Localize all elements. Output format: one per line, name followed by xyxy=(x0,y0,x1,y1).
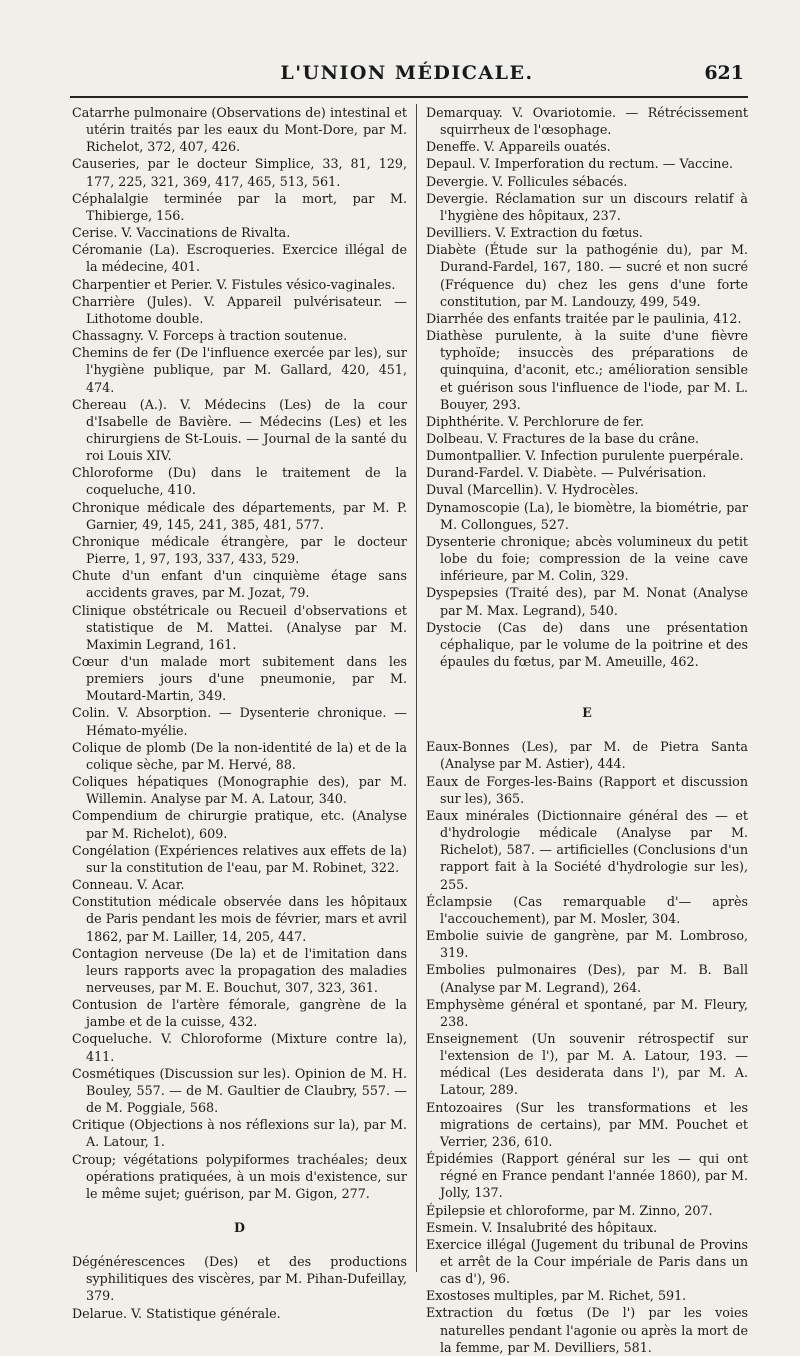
index-entry: Dynamoscopie (La), le biomètre, la biométrie, par M. Collongues, 527. xyxy=(426,499,748,532)
index-entry: Éclampsie (Cas remarquable d'— après l'accouchement), par M. Mosler, 304. xyxy=(426,893,748,926)
index-entry: Colique de plomb (De la non-identité de la) et de la colique sèche, par M. Hervé, 88. xyxy=(72,739,407,772)
entries-d-left xyxy=(72,1253,407,1322)
index-entry: Devergie. Réclamation sur un discours relatif à l'hygiène des hôpitaux, 237. xyxy=(426,190,748,223)
index-entry: Chereau (A.). V. Médecins (Les) de la cour d'Isabelle de Bavière. — Médecins (Les) et les chirurgiens de St-Louis. — Journal de la santé du roi Louis XIV. xyxy=(72,396,407,464)
page-number: 621 xyxy=(704,62,744,84)
index-entry: Catarrhe pulmonaire (Observations de) intestinal et utérin traités par les eaux du Mont-Dore, par M. Richelot, 372, 407, 426. xyxy=(72,105,407,155)
index-entry: Exercice illégal (Jugement du tribunal de Provins et arrêt de la Cour impériale de Paris dans un cas d'), 96. xyxy=(426,1236,748,1287)
index-entry: Dysenterie chronique; abcès volumineux du petit lobe du foie; compression de la veine cave inférieure, par M. Colin, 329. xyxy=(426,533,748,584)
index-entry: Épidémies (Rapport général sur les — qui ont régné en France pendant l'année 1860), par M. Jolly, 137. xyxy=(426,1151,748,1201)
index-entry: Chloroforme (Du) dans le traitement de la coqueluche, 410. xyxy=(72,465,407,498)
entries-d-right xyxy=(426,104,748,670)
index-entry: Emphysème général et spontané, par M. Fleury, 238. xyxy=(426,996,748,1029)
index-entry: Exostoses multiples, par M. Richet, 591. xyxy=(426,1288,687,1304)
index-entry: Durand-Fardel. V. Diabète. — Pulvérisation. xyxy=(426,465,707,481)
index-entry: Congélation (Expériences relatives aux effets de la) sur la constitution de l'eau, par M. Robinet, 322. xyxy=(72,842,407,875)
index-entry: Colin. V. Absorption. — Dysenterie chronique. — Hémato-myélie. xyxy=(72,705,407,738)
index-entry: Conneau. V. Acar. xyxy=(72,877,185,893)
section-letter-e: E xyxy=(582,705,592,721)
page-title: L'UNION MÉDICALE. xyxy=(280,62,534,84)
section-letter-d: D xyxy=(233,1220,245,1235)
index-entry: Contusion de l'artère fémorale, gangrène de la jambe et de la cuisse, 432. xyxy=(72,997,407,1030)
index-entry: Devilliers. V. Extraction du fœtus. xyxy=(426,225,643,241)
right-column xyxy=(426,104,748,1356)
index-entry: Depaul. V. Imperforation du rectum. — Vaccine. xyxy=(426,156,734,172)
entries-c xyxy=(72,104,407,1202)
entries-e xyxy=(426,738,748,1356)
index-entry: Céphalalgie terminée par la mort, par M. Thibierge, 156. xyxy=(72,190,407,223)
index-entry: Épilepsie et chloroforme, par M. Zinno, 207. xyxy=(426,1202,713,1218)
index-entry: Dumontpallier. V. Infection purulente puerpérale. xyxy=(426,448,744,464)
index-entry: Eaux-Bonnes (Les), par M. de Pietra Santa (Analyse par M. Astier), 444. xyxy=(426,739,748,772)
index-entry: Deneffe. V. Appareils ouatés. xyxy=(426,139,611,155)
index-entry: Coqueluche. V. Chloroforme (Mixture contre la), 411. xyxy=(72,1031,407,1064)
page-header xyxy=(70,58,744,94)
index-entry: Clinique obstétricale ou Recueil d'observations et statistique de M. Mattei. (Analyse par M. Maximin Legrand, 161. xyxy=(72,602,407,652)
index-entry: Cerise. V. Vaccinations de Rivalta. xyxy=(72,225,291,241)
index-entry: Dystocie (Cas de) dans une présentation céphalique, par le volume de la poitrine et des épaules du fœtus, par M. Ameuille, 462. xyxy=(426,619,748,669)
section-gap xyxy=(426,721,748,738)
left-column xyxy=(72,104,407,1322)
section-gap xyxy=(426,670,748,687)
header-rule xyxy=(70,96,748,98)
index-entry: Diathèse purulente, à la suite d'une fièvre typhoïde; insuccès des préparations de quinquina, d'aconit, etc.; amélioration sensible et guérison sous l'influence de l'iode, par M. L. Bouyer, 293. xyxy=(426,328,748,412)
index-entry: Croup; végétations polypiformes trachéales; deux opérations pratiquées, à un mois d'existence, sur le même sujet; guérison, par M. Gigon, 277. xyxy=(72,1151,407,1201)
index-entry: Coliques hépatiques (Monographie des), par M. Willemin. Analyse par M. A. Latour, 340. xyxy=(72,774,407,807)
index-entry: Charrière (Jules). V. Appareil pulvérisateur. — Lithotome double. xyxy=(72,293,407,326)
index-entry: Chronique médicale étrangère, par le docteur Pierre, 1, 97, 193, 337, 433, 529. xyxy=(72,533,407,567)
index-entry: Chronique médicale des départements, par M. P. Garnier, 49, 145, 241, 385, 481, 577. xyxy=(72,499,407,532)
index-entry: Critique (Objections à nos réflexions sur la), par M. A. Latour, 1. xyxy=(72,1117,407,1150)
index-entry: Cosmétiques (Discussion sur les). Opinion de M. H. Bouley, 557. — de M. Gaultier de Claubry, 557. — de M. Poggiale, 568. xyxy=(72,1065,407,1116)
index-entry: Dolbeau. V. Fractures de la base du crâne. xyxy=(426,430,700,446)
section-gap xyxy=(72,1202,407,1219)
index-entry: Céromanie (La). Escroqueries. Exercice illégal de la médecine, 401. xyxy=(72,242,407,275)
index-entry: Demarquay. V. Ovariotomie. — Rétrécissement squirrheux de l'œsophage. xyxy=(426,105,748,138)
index-entry: Chassagny. V. Forceps à traction soutenue. xyxy=(72,328,348,344)
section-gap xyxy=(426,687,748,704)
index-entry: Esmein. V. Insalubrité des hôpitaux. xyxy=(426,1219,658,1235)
index-entry: Dégénérescences (Des) et des productions syphilitiques des viscères, par M. Pihan-Dufeillay, 379. xyxy=(72,1254,407,1304)
index-entry: Embolies pulmonaires (Des), par M. B. Ball (Analyse par M. Legrand), 264. xyxy=(426,962,748,995)
index-entry: Duval (Marcellin). V. Hydrocèles. xyxy=(426,482,639,498)
index-entry: Charpentier et Perier. V. Fistules vésico-vaginales. xyxy=(72,276,396,292)
index-entry: Extraction du fœtus (De l') par les voies naturelles pendant l'agonie ou après la mort de la femme, par M. Devilliers, 581. xyxy=(426,1305,748,1355)
index-entry: Chemins de fer (De l'influence exercée par les), sur l'hygiène publique, par M. Gallard, 420, 451, 474. xyxy=(72,345,407,395)
index-entry: Diabète (Étude sur la pathogénie du), par M. Durand-Fardel, 167, 180. — sucré et non sucré (Fréquence du) chez les gens d'une forte constitution, par M. Landouzy, 499, 549. xyxy=(426,242,748,309)
index-entry: Diarrhée des enfants traitée par le paulinia, 412. xyxy=(426,310,742,326)
index-entry: Cœur d'un malade mort subitement dans les premiers jours d'une pneumonie, par M. Moutard-Martin, 349. xyxy=(72,654,407,704)
index-entry: Eaux minérales (Dictionnaire général des — et d'hydrologie médicale (Analyse par M. Richelot), 587. — artificielles (Conclusions d'un rapport fait à la Société d'hydrologie sur les), 255. xyxy=(426,807,748,892)
index-entry: Dyspepsies (Traité des), par M. Nonat (Analyse par M. Max. Legrand), 540. xyxy=(426,585,748,618)
index-entry: Chute d'un enfant d'un cinquième étage sans accidents graves, par M. Jozat, 79. xyxy=(72,568,407,601)
index-entry: Contagion nerveuse (De la) et de l'imitation dans leurs rapports avec la propagation des maladies nerveuses, par M. E. Bouchut, 307, 323, 361. xyxy=(72,945,407,995)
index-entry: Eaux de Forges-les-Bains (Rapport et discussion sur les), 365. xyxy=(426,773,748,806)
index-entry: Embolie suivie de gangrène, par M. Lombroso, 319. xyxy=(426,928,748,961)
index-entry: Causeries, par le docteur Simplice, 33, 81, 129, 177, 225, 321, 369, 417, 465, 513, 561. xyxy=(72,156,407,189)
section-gap xyxy=(72,1236,407,1253)
index-entry: Enseignement (Un souvenir rétrospectif sur l'extension de l'), par M. A. Latour, 193. — médical (Les desiderata dans l'), par M. A. Latour, 289. xyxy=(426,1030,748,1098)
index-entry: Diphthérite. V. Perchlorure de fer. xyxy=(426,413,645,429)
index-entry: Compendium de chirurgie pratique, etc. (Analyse par M. Richelot), 609. xyxy=(72,808,407,841)
index-entry: Entozoaires (Sur les transformations et les migrations de certains), par MM. Pouchet et Verrier, 236, 610. xyxy=(426,1099,748,1149)
index-entry: Delarue. V. Statistique générale. xyxy=(72,1305,281,1321)
index-entry: Devergie. V. Follicules sébacés. xyxy=(426,173,628,189)
column-divider xyxy=(416,104,417,1272)
index-entry: Constitution médicale observée dans les hôpitaux de Paris pendant les mois de février, mars et avril 1862, par M. Lailler, 14, 205, 447. xyxy=(72,894,407,944)
